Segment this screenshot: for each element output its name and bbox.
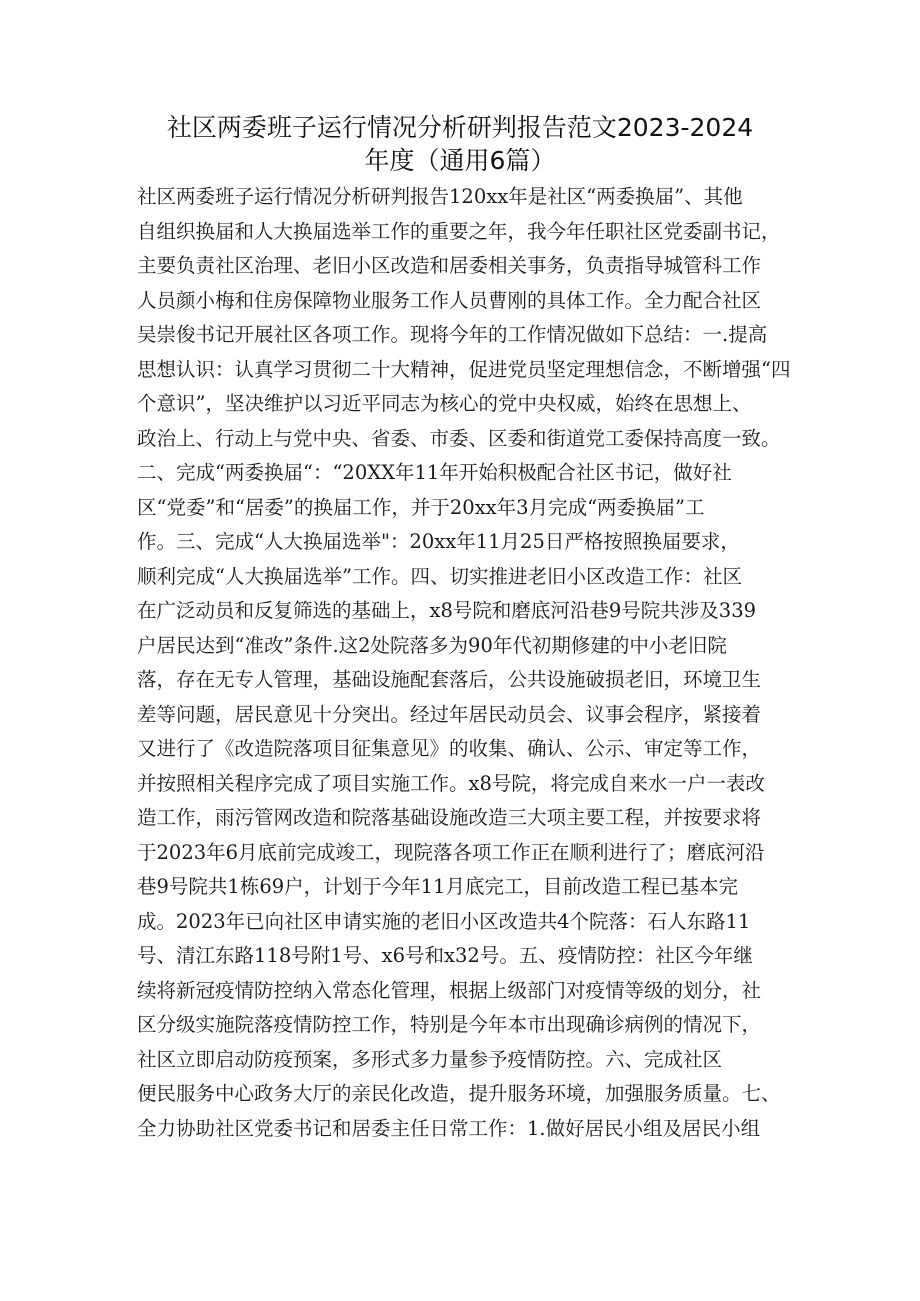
body-text-line: 号、清江东路118号附1号、x6号和x32号。五、疫情防控：社区今年继 — [137, 944, 753, 967]
body-text-line: 政治上、行动上与党中央、省委、市委、区委和街道党工委保持高度一致。 — [137, 426, 781, 450]
body-text-line: 自组织换届和人大换届选举工作的重要之年，我今年任职社区党委副书记， — [137, 219, 781, 243]
body-text-line: 社区立即启动防疫预案，多形式多力量参予疫情防控。六、完成社区 — [137, 1047, 723, 1071]
body-text-line: 主要负责社区治理、老旧小区改造和居委相关事务，负责指导城管科工作 — [137, 254, 762, 277]
body-text-line: 在广泛动员和反复筛选的基础上，x8号院和磨底河沿巷9号院共涉及339 — [137, 599, 757, 622]
body-text-line: 巷9号院共1栋69户，计划于今年11月底完工，目前改造工程已基本完 — [137, 875, 738, 898]
body-text-line: 人员颜小梅和住房保障物业服务工作人员曹刚的具体工作。全力配合社区 — [137, 288, 762, 312]
body-text-line: 二、完成“两委换届“：“20XX年11年开始积极配合社区书记，做好社 — [137, 461, 732, 484]
body-text-line: 续将新冠疫情防控纳入常态化管理，根据上级部门对疫情等级的划分，社 — [137, 978, 762, 1002]
body-text-line: 个意识”，坚决维护以习近平同志为核心的党中央权威，始终在思想上、 — [137, 392, 752, 415]
body-text-line: 成。2023年已向社区申请实施的老旧小区改造共4个院落：石人东路11 — [137, 909, 751, 933]
body-text-line: 又进行了《改造院落项目征集意见》的收集、确认、公示、审定等工作， — [137, 737, 762, 760]
body-text-line: 落，存在无专人管理，基础设施配套落后，公共设施破损老旧，环境卫生 — [137, 668, 762, 691]
body-text-line: 区分级实施院落疫情防控工作，特别是今年本市出现确诊病例的情况下， — [137, 1013, 762, 1036]
body-text-line: 全力协助社区党委书记和居委主任日常工作：1.做好居民小组及居民小组 — [137, 1116, 761, 1140]
document-body — [137, 180, 797, 1146]
body-text-line: 并按照相关程序完成了项目实施工作。x8号院，将完成自来水一户一表改 — [137, 771, 765, 795]
body-text-line: 区“党委”和“居委”的换届工作，并于20xx年3月完成“两委换届”工 — [137, 495, 705, 519]
body-text-line: 顺利完成“人大换届选举”工作。四、切实推进老旧小区改造工作：社区 — [137, 564, 742, 588]
body-text-line: 社区两委班子运行情况分析研判报告120xx年是社区“两委换届”、其他 — [137, 185, 743, 208]
body-text-line: 吴崇俊书记开展社区各项工作。现将今年的工作情况做如下总结：一.提高 — [137, 323, 768, 346]
body-text-line: 造工作，雨污管网改造和院落基础设施改造三大项主要工程，并按要求将 — [137, 806, 762, 829]
body-text-line: 思想认识：认真学习贯彻二十大精神，促进党员坚定理想信念，不断增强“四 — [137, 357, 791, 381]
body-text-line: 于2023年6月底前完成竣工，现院落各项工作正在顺利进行了；磨底河沿 — [137, 840, 765, 864]
document-title-line-1: 社区两委班子运行情况分析研判报告范文2023-2024 — [166, 113, 754, 142]
body-text-line: 差等问题，居民意见十分突出。经过年居民动员会、议事会程序，紧接着 — [137, 702, 762, 726]
body-text-line: 户居民达到“准改”条件.这2处院落多为90年代初期修建的中小老旧院 — [137, 633, 727, 657]
body-text-line: 作。三、完成“人大换届选举"：20xx年11月25日严格按照换届要求， — [137, 530, 740, 553]
body-text-line: 便民服务中心政务大厅的亲民化改造，提升服务环境，加强服务质量。七、 — [137, 1082, 781, 1105]
document-title-line-2: 年度（通用6篇） — [364, 146, 556, 175]
